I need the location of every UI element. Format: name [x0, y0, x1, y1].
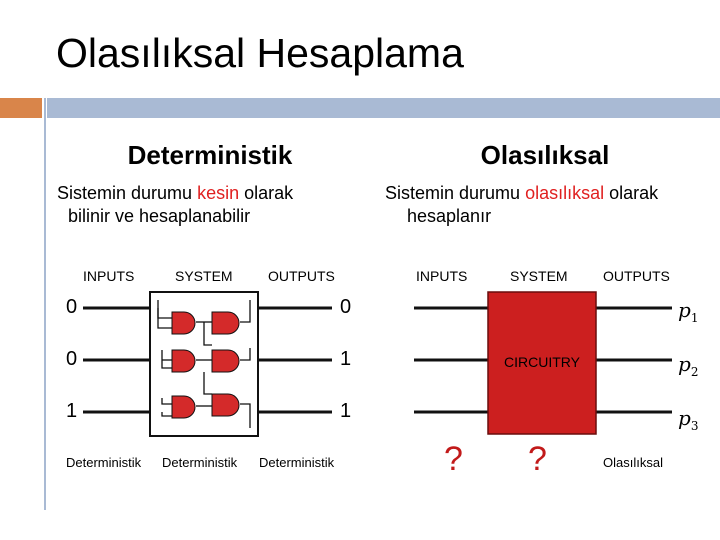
det-desc-prefix: Sistemin durumu	[57, 183, 198, 203]
prob-desc-line2: hesaplanır	[407, 206, 492, 226]
det-output-1: 0	[340, 296, 352, 318]
prob-header-system: SYSTEM	[510, 268, 568, 284]
prob-desc-suffix: olarak	[604, 183, 659, 203]
prob-output-1	[678, 298, 698, 325]
question-mark-system: ?	[528, 440, 547, 478]
probabilistic-heading: Olasılıksal	[480, 140, 610, 170]
prob-header-outputs: OUTPUTS	[603, 268, 670, 284]
and-gate-3	[172, 350, 195, 372]
prob-output-2-sub: 2	[690, 365, 699, 379]
deterministic-heading: Deterministik	[127, 140, 293, 170]
prob-output-3	[678, 406, 698, 433]
det-output-2: 1	[340, 348, 352, 370]
prob-header-inputs: INPUTS	[416, 268, 468, 284]
prob-desc-highlight: olasılıksal	[525, 183, 605, 203]
prob-output-2	[678, 352, 698, 379]
and-gate-5	[172, 396, 195, 418]
det-bottom-label-1: Deterministik	[66, 455, 142, 470]
det-header-system: SYSTEM	[175, 268, 233, 284]
det-header-outputs: OUTPUTS	[268, 268, 335, 284]
and-gate-2	[212, 312, 239, 334]
prob-bottom-label: Olasılıksal	[603, 455, 663, 470]
det-bottom-label-2: Deterministik	[162, 455, 238, 470]
and-gate-6	[212, 394, 239, 416]
det-bottom-label-3: Deterministik	[259, 455, 335, 470]
and-gate-1	[172, 312, 195, 334]
det-output-3: 1	[340, 400, 352, 422]
det-desc-suffix: olarak	[239, 183, 294, 203]
det-header-inputs: INPUTS	[83, 268, 135, 284]
prob-desc-prefix: Sistemin durumu	[385, 183, 526, 203]
det-input-1: 0	[66, 296, 78, 318]
prob-output-1-sub: 1	[690, 311, 699, 325]
det-system-box	[150, 292, 258, 436]
slide-title: Olasılıksal Hesaplama	[56, 30, 464, 76]
prob-output-2-base: p	[678, 352, 691, 376]
and-gate-4	[212, 350, 239, 372]
circuitry-label: CIRCUITRY	[504, 354, 580, 370]
det-desc-line2: bilinir ve hesaplanabilir	[68, 206, 251, 226]
prob-output-1-base: p	[678, 298, 691, 322]
det-desc-highlight: kesin	[197, 183, 240, 203]
det-input-3: 1	[66, 400, 78, 422]
prob-output-3-sub: 3	[690, 419, 699, 433]
prob-output-3-base: p	[678, 406, 691, 430]
question-mark-inputs: ?	[444, 440, 463, 478]
det-input-2: 0	[66, 348, 78, 370]
